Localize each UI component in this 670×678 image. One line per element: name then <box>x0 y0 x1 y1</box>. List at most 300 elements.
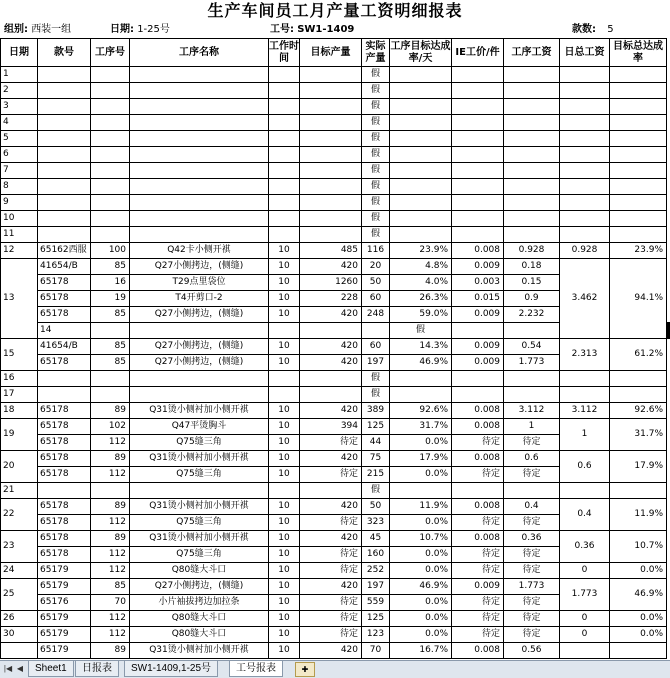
cell-date[interactable]: 17 <box>1 387 38 403</box>
cell-process-no[interactable]: 19 <box>91 291 130 307</box>
cell-date[interactable]: 7 <box>1 163 38 179</box>
cell-ie-price[interactable]: 0.008 <box>452 531 504 547</box>
cell-target-output[interactable]: 420 <box>300 307 362 323</box>
cell-day-wage[interactable]: 0.6 <box>560 451 610 483</box>
tab-worker-report[interactable]: 工号报表 <box>229 661 283 677</box>
cell-style-no[interactable]: 41654/B <box>38 259 91 275</box>
cell-empty[interactable] <box>560 195 610 211</box>
cell-empty[interactable] <box>452 371 504 387</box>
cell-process-wage[interactable]: 待定 <box>504 611 560 627</box>
cell-empty[interactable] <box>300 67 362 83</box>
cell-process-wage[interactable]: 0.4 <box>504 499 560 515</box>
cell-empty[interactable] <box>560 483 610 499</box>
cell-day-wage[interactable]: 0.928 <box>560 243 610 259</box>
cell-empty[interactable] <box>560 99 610 115</box>
cell-empty[interactable] <box>38 483 91 499</box>
cell-date[interactable]: 23 <box>1 531 38 563</box>
cell-total-rate[interactable]: 11.9% <box>610 499 667 531</box>
tab-sw1-1409[interactable]: SW1-1409,1-25号 <box>124 661 218 677</box>
cell-target-output[interactable]: 待定 <box>300 467 362 483</box>
cell-empty[interactable] <box>300 195 362 211</box>
cell-process-no[interactable]: 89 <box>91 499 130 515</box>
cell-work-time[interactable]: 10 <box>269 595 300 611</box>
cell-empty[interactable] <box>38 387 91 403</box>
cell-empty[interactable] <box>452 483 504 499</box>
cell-empty[interactable] <box>130 83 269 99</box>
cell-empty[interactable] <box>130 323 269 339</box>
cell-empty[interactable] <box>269 227 300 243</box>
cell-empty[interactable] <box>560 179 610 195</box>
cell-empty[interactable] <box>91 211 130 227</box>
cell-work-time[interactable]: 10 <box>269 467 300 483</box>
cell-target-output[interactable]: 待定 <box>300 595 362 611</box>
cell-ie-price[interactable]: 待定 <box>452 547 504 563</box>
cell-daily-rate[interactable]: 17.9% <box>390 451 452 467</box>
cell-empty[interactable] <box>269 147 300 163</box>
cell-daily-rate[interactable]: 14.3% <box>390 339 452 355</box>
cell-style-no[interactable]: 65178 <box>38 499 91 515</box>
cell-actual-output[interactable]: 假 <box>362 195 390 211</box>
header-ie-price[interactable]: IE工价/件 <box>452 39 504 67</box>
cell-date[interactable]: 10 <box>1 211 38 227</box>
cell-style-no[interactable]: 65176 <box>38 595 91 611</box>
cell-empty[interactable] <box>504 147 560 163</box>
cell-empty[interactable] <box>91 83 130 99</box>
cell-date[interactable]: 25 <box>1 579 38 611</box>
cell-empty[interactable] <box>91 115 130 131</box>
cell-empty[interactable] <box>38 131 91 147</box>
cell-style-no[interactable]: 65178 <box>38 547 91 563</box>
cell-empty[interactable] <box>452 387 504 403</box>
header-actual-output[interactable]: 实际产量 <box>362 39 390 67</box>
cell-target-output[interactable]: 待定 <box>300 435 362 451</box>
cell-empty[interactable] <box>269 163 300 179</box>
cell-process-wage[interactable]: 0.6 <box>504 451 560 467</box>
cell-actual-output[interactable]: 252 <box>362 563 390 579</box>
cell-date[interactable]: 5 <box>1 131 38 147</box>
cell-process-name[interactable]: T29点里袋位 <box>130 275 269 291</box>
cell-actual-output[interactable]: 559 <box>362 595 390 611</box>
cell-empty[interactable] <box>91 147 130 163</box>
cell-date[interactable]: 14 <box>38 323 91 339</box>
cell-empty[interactable] <box>452 131 504 147</box>
cell-style-no[interactable]: 65179 <box>38 611 91 627</box>
cell-target-output[interactable]: 485 <box>300 243 362 259</box>
cell-total-rate[interactable]: 31.7% <box>610 419 667 451</box>
cell-total-rate[interactable] <box>610 163 667 179</box>
cell-daily-rate[interactable]: 0.0% <box>390 515 452 531</box>
cell-process-name[interactable]: Q27小侧拷边，(侧缝) <box>130 259 269 275</box>
cell-process-name[interactable]: Q80缝大斗口 <box>130 627 269 643</box>
cell-actual-output[interactable]: 假 <box>390 323 452 339</box>
cell-actual-output[interactable]: 20 <box>362 259 390 275</box>
first-sheet-icon[interactable]: |◀ <box>3 664 13 673</box>
cell-process-name[interactable]: Q31烫小侧衬加小侧开褀 <box>130 499 269 515</box>
cell-empty[interactable] <box>452 227 504 243</box>
cell-process-no[interactable]: 85 <box>91 307 130 323</box>
cell-empty[interactable] <box>504 83 560 99</box>
cell-ie-price[interactable]: 0.008 <box>452 419 504 435</box>
cell-process-no[interactable]: 112 <box>91 547 130 563</box>
cell-empty[interactable] <box>269 67 300 83</box>
cell-process-no[interactable]: 112 <box>91 563 130 579</box>
cell-daily-rate[interactable]: 59.0% <box>390 307 452 323</box>
cell-target-output[interactable]: 420 <box>300 643 362 659</box>
cell-actual-output[interactable]: 假 <box>362 179 390 195</box>
cell-empty[interactable] <box>452 211 504 227</box>
cell-style-no[interactable]: 65178 <box>38 419 91 435</box>
cell-empty[interactable] <box>269 323 300 339</box>
cell-total-rate[interactable] <box>610 211 667 227</box>
cell-empty[interactable] <box>130 227 269 243</box>
cell-actual-output[interactable]: 116 <box>362 243 390 259</box>
cell-total-rate[interactable] <box>610 83 667 99</box>
cell-empty[interactable] <box>300 227 362 243</box>
cell-process-wage[interactable]: 0.15 <box>504 275 560 291</box>
cell-empty[interactable] <box>269 115 300 131</box>
cell-process-wage[interactable]: 0.56 <box>504 643 560 659</box>
cell-process-name[interactable]: Q27小侧拷边，(侧缝) <box>130 307 269 323</box>
cell-work-time[interactable]: 10 <box>269 355 300 371</box>
cell-empty[interactable] <box>504 67 560 83</box>
cell-empty[interactable] <box>452 67 504 83</box>
cell-actual-output[interactable]: 197 <box>362 355 390 371</box>
cell-daily-rate[interactable]: 0.0% <box>390 435 452 451</box>
cell-empty[interactable] <box>504 323 560 339</box>
cell-date[interactable]: 9 <box>1 195 38 211</box>
header-day-wage[interactable]: 日总工资 <box>560 39 610 67</box>
cell-empty[interactable] <box>269 483 300 499</box>
cell-empty[interactable] <box>91 195 130 211</box>
cell-process-no[interactable]: 85 <box>91 339 130 355</box>
cell-empty[interactable] <box>390 99 452 115</box>
cell-total-rate[interactable] <box>610 483 667 499</box>
cell-empty[interactable] <box>390 67 452 83</box>
cell-date[interactable]: 12 <box>1 243 38 259</box>
cell-ie-price[interactable]: 待定 <box>452 595 504 611</box>
cell-work-time[interactable]: 10 <box>269 275 300 291</box>
cell-empty[interactable] <box>269 131 300 147</box>
cell-target-output[interactable]: 待定 <box>300 627 362 643</box>
cell-empty[interactable] <box>504 131 560 147</box>
cell-date[interactable] <box>1 643 38 659</box>
cell-date[interactable]: 19 <box>1 419 38 451</box>
cell-process-name[interactable]: Q31烫小侧衬加小侧开褀 <box>130 403 269 419</box>
cell-process-no[interactable]: 112 <box>91 515 130 531</box>
cell-date[interactable]: 11 <box>1 227 38 243</box>
cell-process-no[interactable]: 112 <box>91 467 130 483</box>
cell-empty[interactable] <box>91 67 130 83</box>
cell-target-output[interactable]: 228 <box>300 291 362 307</box>
cell-date[interactable]: 22 <box>1 499 38 531</box>
cell-process-no[interactable]: 112 <box>91 435 130 451</box>
cell-daily-rate[interactable]: 4.0% <box>390 275 452 291</box>
cell-style-no[interactable]: 65178 <box>38 515 91 531</box>
header-daily-rate[interactable]: 工序目标达成率/天 <box>390 39 452 67</box>
cell-empty[interactable] <box>38 179 91 195</box>
cell-total-rate[interactable]: 0.0% <box>610 627 667 643</box>
cell-daily-rate[interactable]: 0.0% <box>390 467 452 483</box>
cell-ie-price[interactable]: 0.009 <box>452 307 504 323</box>
cell-total-rate[interactable] <box>610 147 667 163</box>
cell-process-no[interactable]: 16 <box>91 275 130 291</box>
cell-day-wage[interactable]: 0 <box>560 627 610 643</box>
cell-date[interactable]: 15 <box>1 339 38 371</box>
cell-total-rate[interactable]: 94.1% <box>610 259 667 339</box>
cell-process-name[interactable]: Q31烫小侧衬加小侧开褀 <box>130 451 269 467</box>
header-style-no[interactable]: 款号 <box>38 39 91 67</box>
cell-empty[interactable] <box>300 99 362 115</box>
cell-work-time[interactable]: 10 <box>269 419 300 435</box>
cell-empty[interactable] <box>504 227 560 243</box>
cell-process-wage[interactable]: 0.54 <box>504 339 560 355</box>
cell-actual-output[interactable]: 160 <box>362 547 390 563</box>
cell-process-no[interactable]: 89 <box>91 451 130 467</box>
cell-process-no[interactable]: 85 <box>91 579 130 595</box>
cell-empty[interactable] <box>91 323 130 339</box>
cell-daily-rate[interactable]: 0.0% <box>390 611 452 627</box>
cell-empty[interactable] <box>504 195 560 211</box>
cell-actual-output[interactable]: 123 <box>362 627 390 643</box>
cell-empty[interactable] <box>504 163 560 179</box>
cell-date[interactable]: 4 <box>1 115 38 131</box>
cell-process-no[interactable]: 112 <box>91 627 130 643</box>
cell-work-time[interactable]: 10 <box>269 243 300 259</box>
cell-target-output[interactable]: 420 <box>300 403 362 419</box>
cell-empty[interactable] <box>130 387 269 403</box>
cell-ie-price[interactable]: 0.008 <box>452 499 504 515</box>
cell-empty[interactable] <box>38 83 91 99</box>
cell-empty[interactable] <box>269 195 300 211</box>
cell-ie-price[interactable]: 0.008 <box>452 643 504 659</box>
cell-process-wage[interactable]: 待定 <box>504 467 560 483</box>
cell-empty[interactable] <box>504 387 560 403</box>
cell-empty[interactable] <box>130 371 269 387</box>
cell-style-no[interactable]: 65178 <box>38 531 91 547</box>
cell-target-output[interactable]: 待定 <box>300 515 362 531</box>
cell-total-rate[interactable] <box>610 115 667 131</box>
cell-empty[interactable] <box>390 83 452 99</box>
cell-ie-price[interactable]: 0.009 <box>452 355 504 371</box>
cell-work-time[interactable]: 10 <box>269 611 300 627</box>
cell-daily-rate[interactable]: 10.7% <box>390 531 452 547</box>
cell-empty[interactable] <box>452 83 504 99</box>
cell-process-wage[interactable]: 1.773 <box>504 355 560 371</box>
cell-empty[interactable] <box>91 227 130 243</box>
cell-empty[interactable] <box>504 179 560 195</box>
cell-work-time[interactable]: 10 <box>269 563 300 579</box>
cell-ie-price[interactable]: 0.003 <box>452 275 504 291</box>
cell-empty[interactable] <box>560 83 610 99</box>
cell-process-name[interactable]: Q27小侧拷边，(侧缝) <box>130 355 269 371</box>
cell-daily-rate[interactable]: 46.9% <box>390 355 452 371</box>
cell-empty[interactable] <box>452 323 504 339</box>
cell-process-no[interactable]: 89 <box>91 403 130 419</box>
cell-daily-rate[interactable]: 4.8% <box>390 259 452 275</box>
cell-total-rate[interactable] <box>610 387 667 403</box>
cell-process-name[interactable]: Q31烫小侧衬加小侧开褀 <box>130 531 269 547</box>
cell-empty[interactable] <box>130 131 269 147</box>
cell-date[interactable]: 2 <box>1 83 38 99</box>
cell-day-wage[interactable]: 2.313 <box>560 339 610 371</box>
cell-actual-output[interactable]: 50 <box>362 499 390 515</box>
cell-daily-rate[interactable]: 0.0% <box>390 547 452 563</box>
cell-date[interactable]: 26 <box>1 611 38 627</box>
cell-work-time[interactable]: 10 <box>269 435 300 451</box>
cell-empty[interactable] <box>91 387 130 403</box>
cell-day-wage[interactable]: 0.36 <box>560 531 610 563</box>
cell-actual-output[interactable]: 45 <box>362 531 390 547</box>
cell-day-wage[interactable]: 1 <box>560 419 610 451</box>
cell-total-rate[interactable]: 0.0% <box>610 563 667 579</box>
cell-empty[interactable] <box>38 115 91 131</box>
cell-total-rate[interactable]: 10.7% <box>610 531 667 563</box>
cell-empty[interactable] <box>300 387 362 403</box>
cell-process-name[interactable]: 小片袖拔拷边加拉条 <box>130 595 269 611</box>
cell-actual-output[interactable]: 假 <box>362 147 390 163</box>
cell-empty[interactable] <box>300 147 362 163</box>
cell-total-rate[interactable] <box>610 195 667 211</box>
cell-process-wage[interactable]: 待定 <box>504 435 560 451</box>
cell-ie-price[interactable]: 0.008 <box>452 403 504 419</box>
cell-total-rate[interactable]: 17.9% <box>610 451 667 483</box>
cell-total-rate[interactable]: 0.0% <box>610 611 667 627</box>
cell-target-output[interactable]: 420 <box>300 451 362 467</box>
cell-ie-price[interactable]: 0.008 <box>452 243 504 259</box>
cell-empty[interactable] <box>390 227 452 243</box>
cell-empty[interactable] <box>362 323 390 339</box>
cell-target-output[interactable]: 420 <box>300 499 362 515</box>
cell-actual-output[interactable]: 假 <box>362 163 390 179</box>
cell-actual-output[interactable]: 假 <box>362 83 390 99</box>
cell-empty[interactable] <box>130 179 269 195</box>
cell-empty[interactable] <box>38 211 91 227</box>
cell-empty[interactable] <box>390 483 452 499</box>
cell-empty[interactable] <box>130 147 269 163</box>
cell-empty[interactable] <box>38 371 91 387</box>
cell-process-no[interactable]: 100 <box>91 243 130 259</box>
cell-actual-output[interactable]: 60 <box>362 339 390 355</box>
header-total-rate[interactable]: 目标总达成率 <box>610 39 667 67</box>
cell-empty[interactable] <box>130 163 269 179</box>
cell-target-output[interactable]: 待定 <box>300 563 362 579</box>
cell-ie-price[interactable]: 0.009 <box>452 579 504 595</box>
cell-work-time[interactable]: 10 <box>269 403 300 419</box>
cell-empty[interactable] <box>91 179 130 195</box>
cell-empty[interactable] <box>269 83 300 99</box>
cell-style-no[interactable]: 65179 <box>38 627 91 643</box>
cell-empty[interactable] <box>300 371 362 387</box>
cell-day-wage[interactable]: 0.4 <box>560 499 610 531</box>
cell-empty[interactable] <box>390 147 452 163</box>
cell-empty[interactable] <box>91 371 130 387</box>
cell-total-rate[interactable] <box>610 371 667 387</box>
cell-empty[interactable] <box>390 211 452 227</box>
cell-daily-rate[interactable]: 11.9% <box>390 499 452 515</box>
cell-date[interactable]: 21 <box>1 483 38 499</box>
cell-daily-rate[interactable]: 0.0% <box>390 563 452 579</box>
cell-empty[interactable] <box>560 387 610 403</box>
cell-total-rate[interactable] <box>610 227 667 243</box>
cell-daily-rate[interactable]: 46.9% <box>390 579 452 595</box>
cell-process-name[interactable]: Q75缝三角 <box>130 435 269 451</box>
cell-daily-rate[interactable]: 0.0% <box>390 627 452 643</box>
cell-day-wage[interactable]: 0 <box>560 563 610 579</box>
cell-ie-price[interactable]: 0.009 <box>452 259 504 275</box>
tab-sheet1[interactable]: Sheet1 <box>28 661 74 677</box>
cell-empty[interactable] <box>269 371 300 387</box>
cell-daily-rate[interactable]: 0.0% <box>390 595 452 611</box>
cell-ie-price[interactable]: 待定 <box>452 563 504 579</box>
cell-empty[interactable] <box>38 195 91 211</box>
cell-empty[interactable] <box>560 227 610 243</box>
cell-actual-output[interactable]: 假 <box>362 483 390 499</box>
cell-process-no[interactable]: 89 <box>91 531 130 547</box>
cell-empty[interactable] <box>452 163 504 179</box>
cell-work-time[interactable]: 10 <box>269 627 300 643</box>
header-process-wage[interactable]: 工序工资 <box>504 39 560 67</box>
cell-work-time[interactable]: 10 <box>269 515 300 531</box>
cell-process-wage[interactable]: 待定 <box>504 595 560 611</box>
cell-style-no[interactable]: 41654/B <box>38 339 91 355</box>
cell-empty[interactable] <box>452 147 504 163</box>
cell-empty[interactable] <box>452 179 504 195</box>
header-date[interactable]: 日期 <box>1 39 38 67</box>
cell-empty[interactable] <box>560 131 610 147</box>
cell-ie-price[interactable]: 待定 <box>452 467 504 483</box>
cell-actual-output[interactable]: 197 <box>362 579 390 595</box>
cell-style-no[interactable]: 65178 <box>38 403 91 419</box>
cell-ie-price[interactable]: 0.015 <box>452 291 504 307</box>
cell-total-rate[interactable]: 61.2% <box>610 339 667 371</box>
cell-empty[interactable] <box>91 99 130 115</box>
cell-empty[interactable] <box>390 195 452 211</box>
cell-process-no[interactable]: 70 <box>91 595 130 611</box>
cell-process-no[interactable]: 85 <box>91 355 130 371</box>
cell-work-time[interactable]: 10 <box>269 499 300 515</box>
cell-total-rate[interactable] <box>610 99 667 115</box>
cell-process-wage[interactable]: 待定 <box>504 547 560 563</box>
cell-process-name[interactable]: Q27小侧拷边，(侧缝) <box>130 579 269 595</box>
cell-target-output[interactable]: 待定 <box>300 611 362 627</box>
cell-empty[interactable] <box>38 99 91 115</box>
cell-date[interactable]: 3 <box>1 99 38 115</box>
cell-ie-price[interactable]: 0.009 <box>452 339 504 355</box>
cell-process-name[interactable]: T4开剪口-2 <box>130 291 269 307</box>
cell-process-wage[interactable]: 2.232 <box>504 307 560 323</box>
cell-target-output[interactable]: 420 <box>300 259 362 275</box>
cell-empty[interactable] <box>504 211 560 227</box>
cell-empty[interactable] <box>300 483 362 499</box>
cell-style-no[interactable]: 65178 <box>38 451 91 467</box>
cell-empty[interactable] <box>130 99 269 115</box>
cell-empty[interactable] <box>300 163 362 179</box>
cell-empty[interactable] <box>269 99 300 115</box>
cell-actual-output[interactable]: 假 <box>362 387 390 403</box>
cell-actual-output[interactable]: 假 <box>362 131 390 147</box>
cell-total-rate[interactable] <box>610 67 667 83</box>
cell-actual-output[interactable]: 125 <box>362 611 390 627</box>
cell-actual-output[interactable]: 假 <box>362 371 390 387</box>
cell-empty[interactable] <box>300 323 362 339</box>
cell-work-time[interactable]: 10 <box>269 259 300 275</box>
cell-work-time[interactable]: 10 <box>269 451 300 467</box>
cell-ie-price[interactable]: 待定 <box>452 611 504 627</box>
cell-day-wage[interactable]: 0 <box>560 611 610 627</box>
cell-work-time[interactable]: 10 <box>269 547 300 563</box>
cell-process-wage[interactable]: 待定 <box>504 563 560 579</box>
cell-process-wage[interactable]: 待定 <box>504 627 560 643</box>
